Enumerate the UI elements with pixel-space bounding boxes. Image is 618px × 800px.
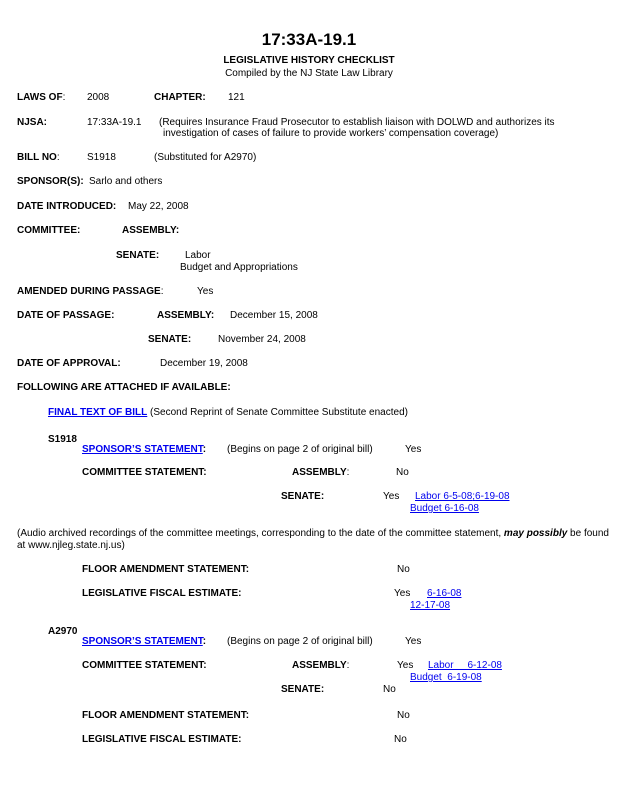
final-text-link[interactable]: FINAL TEXT OF BILL <box>48 407 148 418</box>
s1918-committee-label: COMMITTEE STATEMENT: <box>82 467 207 478</box>
s1918-assembly-label: ASSEMBLY: <box>292 467 350 478</box>
committee-senate-labor: Labor <box>185 250 211 261</box>
attached-heading: FOLLOWING ARE ATTACHED IF AVAILABLE: <box>17 382 231 393</box>
s1918-sponsor-note: (Begins on page 2 of original bill) <box>227 444 373 455</box>
passage-assembly-value: December 15, 2008 <box>230 310 318 321</box>
date-introduced-value: May 22, 2008 <box>128 201 189 212</box>
bill-no-value: S1918 <box>87 152 116 163</box>
njsa-description-line2: investigation of cases of failure to provide workers’ compensation coverage) <box>163 128 499 139</box>
a2970-floor-label: FLOOR AMENDMENT STATEMENT: <box>82 710 250 721</box>
s1918-senate-labor-link-2[interactable]: 6-19-08 <box>475 491 510 502</box>
compiled-by: Compiled by the NJ State Law Library <box>225 68 393 79</box>
a2970-sponsor-statement-link[interactable]: SPONSOR’S STATEMENT <box>82 636 203 647</box>
s1918-sponsor-value: Yes <box>405 444 422 455</box>
a2970-assembly-labor-link[interactable]: Labor 6-12-08 <box>428 660 502 671</box>
a2970-senate-label: SENATE: <box>281 684 325 695</box>
sponsors-label: SPONSOR(S): <box>17 176 84 187</box>
bill-no-label: BILL NO: <box>17 152 60 163</box>
s1918-sponsor-statement-link[interactable]: SPONSOR’S STATEMENT <box>82 444 203 455</box>
njsa-label: NJSA: <box>17 117 48 128</box>
committee-senate-budget: Budget and Appropriations <box>180 262 298 273</box>
njsa-description-line1: (Requires Insurance Fraud Prosecutor to establish liaison with DOLWD and authorizes its <box>159 117 555 128</box>
s1918-fiscal-label: LEGISLATIVE FISCAL ESTIMATE: <box>82 588 242 599</box>
a2970-committee-label: COMMITTEE STATEMENT: <box>82 660 207 671</box>
final-text-note: (Second Reprint of Senate Committee Substitute enacted) <box>150 407 408 418</box>
laws-of-value: 2008 <box>87 92 110 103</box>
a2970-assembly-label: ASSEMBLY: <box>292 660 350 671</box>
committee-label: COMMITTEE: <box>17 225 81 236</box>
s1918-senate-budget-link[interactable]: Budget 6-16-08 <box>410 503 479 514</box>
s1918-senate-value: Yes <box>383 491 400 502</box>
s1918-bill-label: S1918 <box>48 434 77 445</box>
a2970-fiscal-label: LEGISLATIVE FISCAL ESTIMATE: <box>82 734 242 745</box>
chapter-label: CHAPTER: <box>154 92 206 103</box>
chapter-value: 121 <box>228 92 245 103</box>
s1918-senate-budget-row <box>410 503 479 515</box>
a2970-assembly-link1-row <box>428 660 502 672</box>
s1918-fiscal-value: Yes <box>394 588 411 599</box>
date-of-approval-value: December 19, 2008 <box>160 358 248 369</box>
s1918-assembly-value: No <box>396 467 409 478</box>
njsa-value: 17:33A-19.1 <box>87 117 142 128</box>
laws-of-label: LAWS OF: <box>17 92 66 103</box>
audio-note-line2: at www.njleg.state.nj.us) <box>17 540 125 551</box>
amended-label: AMENDED DURING PASSAGE: <box>17 286 164 297</box>
a2970-fiscal-value: No <box>394 734 407 745</box>
a2970-assembly-value: Yes <box>397 660 414 671</box>
s1918-senate-label: SENATE: <box>281 491 325 502</box>
a2970-bill-label: A2970 <box>48 626 78 637</box>
final-text-row <box>48 407 408 419</box>
s1918-floor-label: FLOOR AMENDMENT STATEMENT: <box>82 564 250 575</box>
committee-assembly-label: ASSEMBLY: <box>122 225 180 236</box>
s1918-sponsor-row: SPONSOR’S STATEMENT: <box>82 444 207 455</box>
audio-note-line1: (Audio archived recordings of the committee meetings, corresponding to the date of the committee statement, may possibly be found <box>17 528 609 539</box>
a2970-sponsor-row: SPONSOR’S STATEMENT: <box>82 636 207 647</box>
a2970-assembly-budget-link[interactable]: Budget 6-19-08 <box>410 672 482 683</box>
a2970-senate-value: No <box>383 684 396 695</box>
passage-senate-value: November 24, 2008 <box>218 334 306 345</box>
sponsors-value: Sarlo and others <box>89 176 163 187</box>
passage-assembly-label: ASSEMBLY: <box>157 310 215 321</box>
s1918-fiscal-link1-row <box>427 588 461 600</box>
s1918-floor-value: No <box>397 564 410 575</box>
bill-no-note: (Substituted for A2970) <box>154 152 257 163</box>
s1918-fiscal-link2-row <box>410 600 450 612</box>
a2970-sponsor-value: Yes <box>405 636 422 647</box>
page-title: 17:33A-19.1 <box>261 30 357 49</box>
date-introduced-label: DATE INTRODUCED: <box>17 201 117 212</box>
s1918-senate-labor-link[interactable]: Labor 6-5-08 <box>415 491 473 502</box>
a2970-assembly-link2-row <box>410 672 482 684</box>
committee-senate-label: SENATE: <box>116 250 160 261</box>
a2970-floor-value: No <box>397 710 410 721</box>
s1918-fiscal-link-1[interactable]: 6-16-08 <box>427 588 462 599</box>
a2970-sponsor-note: (Begins on page 2 of original bill) <box>227 636 373 647</box>
date-of-passage-label: DATE OF PASSAGE: <box>17 310 115 321</box>
amended-value: Yes <box>197 286 214 297</box>
s1918-senate-links: Labor 6-5-08;6-19-08 <box>415 491 510 502</box>
checklist-heading: LEGISLATIVE HISTORY CHECKLIST <box>223 55 395 66</box>
date-of-approval-label: DATE OF APPROVAL: <box>17 358 121 369</box>
passage-senate-label: SENATE: <box>148 334 192 345</box>
s1918-fiscal-link-2[interactable]: 12-17-08 <box>410 600 451 611</box>
